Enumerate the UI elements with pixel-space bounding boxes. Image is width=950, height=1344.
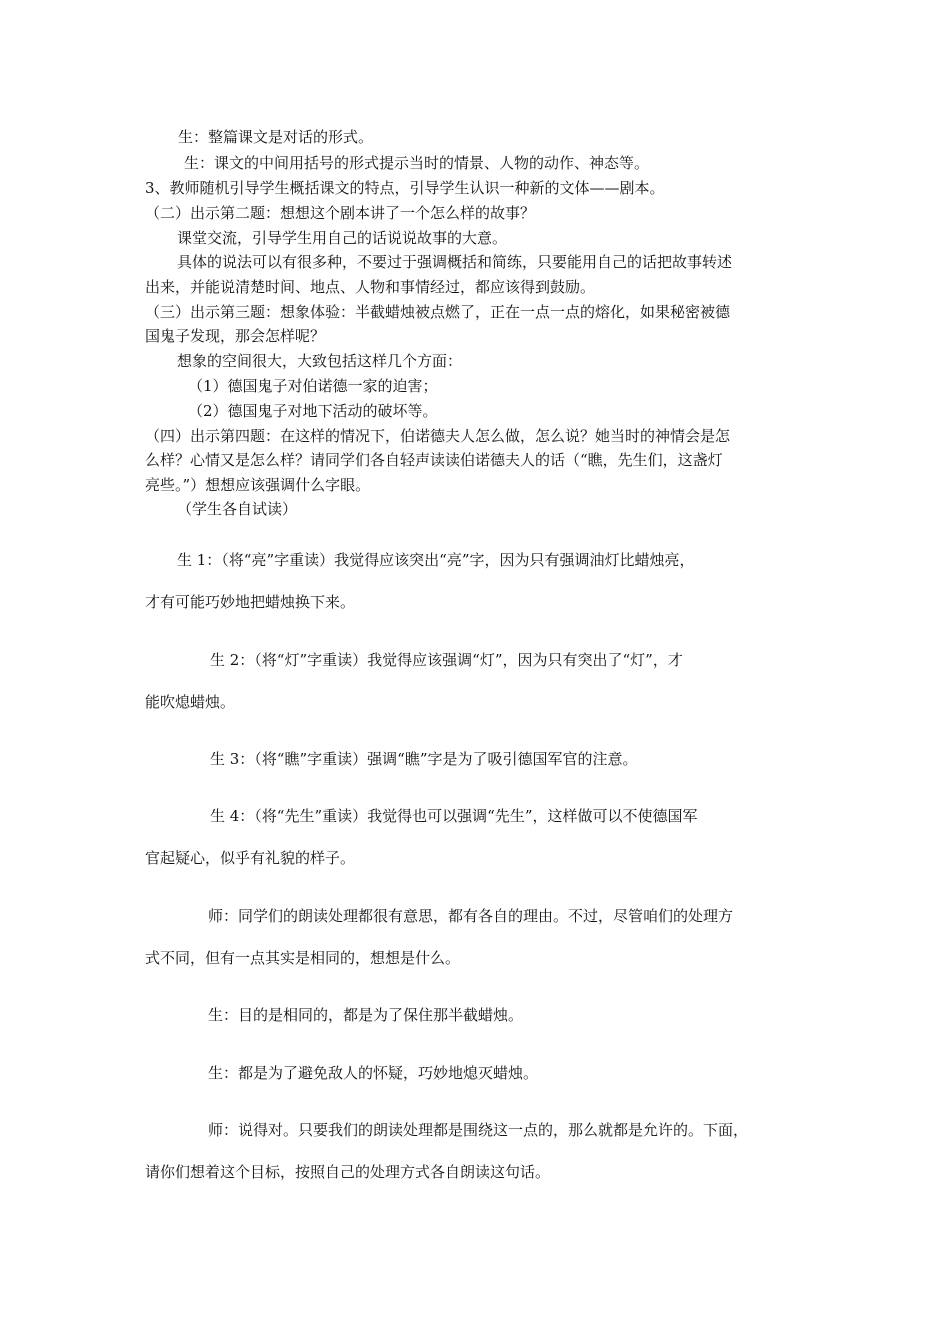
dialogue-line: 师：同学们的朗读处理都很有意思，都有各自的理由。不过，尽管咱们的处理方 <box>208 907 734 925</box>
paragraph-line: 生：整篇课文是对话的形式。 <box>178 128 374 146</box>
dialogue-line: 请你们想着这个目标，按照自己的处理方式各自朗读这句话。 <box>145 1163 551 1181</box>
paragraph-line: 国鬼子发现，那会怎样呢？ <box>145 327 326 345</box>
dialogue-line: 能吹熄蜡烛。 <box>145 693 236 711</box>
list-item: （1）德国鬼子对伯诺德一家的迫害； <box>188 377 438 395</box>
dialogue-line: 生：目的是相同的，都是为了保住那半截蜡烛。 <box>208 1006 524 1024</box>
dialogue-line: 生 3：（将“瞧”字重读）强调“瞧”字是为了吸引德国军官的注意。 <box>210 750 638 768</box>
dialogue-line: 生 2：（将“灯”字重读）我觉得应该强调“灯”，因为只有突出了“灯”，才 <box>210 651 683 669</box>
dialogue-line: 才有可能巧妙地把蜡烛换下来。 <box>145 593 356 611</box>
paragraph-line: （二）出示第二题：想想这个剧本讲了一个怎么样的故事？ <box>145 204 536 222</box>
list-item: （2）德国鬼子对地下活动的破坏等。 <box>188 402 438 420</box>
paragraph-line: 亮些。”）想想应该强调什么字眼。 <box>145 476 371 494</box>
dialogue-line: 生：都是为了避免敌人的怀疑，巧妙地熄灭蜡烛。 <box>208 1064 539 1082</box>
paragraph-line: 么样？心情又是怎么样？请同学们各自轻声读读伯诺德夫人的话（“瞧，先生们，这盏灯 <box>145 451 723 469</box>
dialogue-line: 生 1：（将“亮”字重读）我觉得应该突出“亮”字，因为只有强调油灯比蜡烛亮， <box>177 551 695 569</box>
dialogue-line: 师：说得对。只要我们的朗读处理都是围绕这一点的，那么就都是允许的。下面， <box>208 1121 749 1139</box>
dialogue-line: 官起疑心，似乎有礼貌的样子。 <box>145 849 356 867</box>
paragraph-line: 想象的空间很大，大致包括这样几个方面： <box>177 352 463 370</box>
paragraph-line: 课堂交流，引导学生用自己的话说说故事的大意。 <box>177 229 508 247</box>
dialogue-line: 式不同，但有一点其实是相同的，想想是什么。 <box>145 949 461 967</box>
paragraph-line: （四）出示第四题：在这样的情况下，伯诺德夫人怎么做，怎么说？她当时的神情会是怎 <box>145 427 731 445</box>
paragraph-line: 具体的说法可以有很多种，不要过于强调概括和简练，只要能用自己的话把故事转述 <box>177 253 733 271</box>
paragraph-line: 出来，并能说清楚时间、地点、人物和事情经过，都应该得到鼓励。 <box>145 278 596 296</box>
paragraph-line: （学生各自试读） <box>177 500 298 518</box>
paragraph-line: 生：课文的中间用括号的形式提示当时的情景、人物的动作、神态等。 <box>184 154 650 172</box>
paragraph-line: 3、教师随机引导学生概括课文的特点，引导学生认识一种新的文体——剧本。 <box>145 179 665 197</box>
paragraph-line: （三）出示第三题：想象体验：半截蜡烛被点燃了，正在一点一点的熔化，如果秘密被德 <box>145 303 731 321</box>
dialogue-line: 生 4：（将“先生”重读）我觉得也可以强调“先生”，这样做可以不使德国军 <box>210 807 698 825</box>
